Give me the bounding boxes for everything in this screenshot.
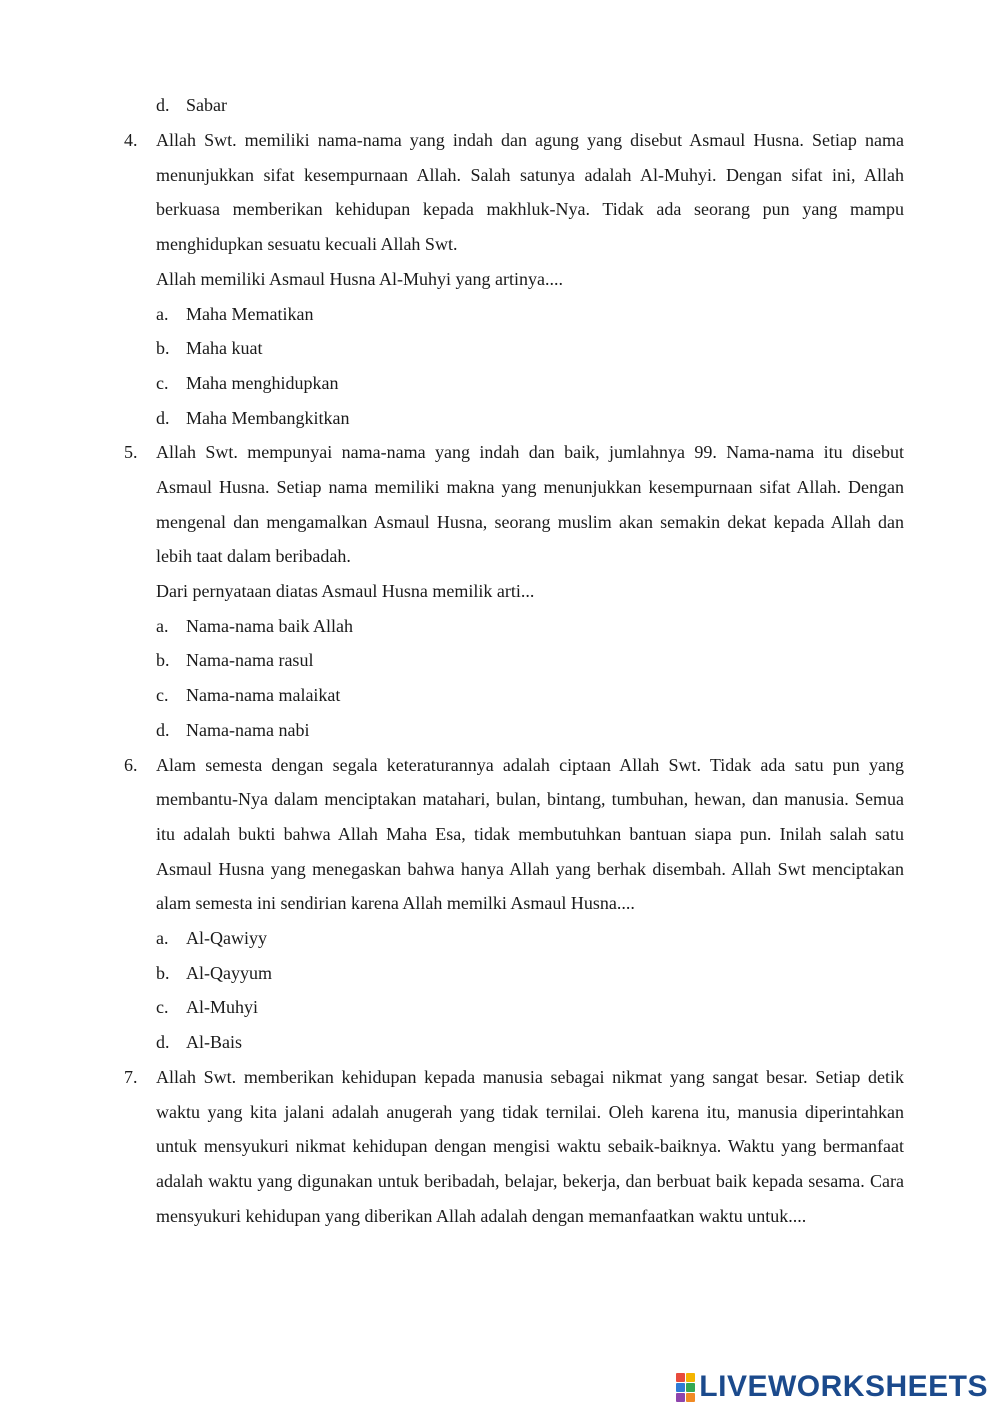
option-text: Al-Bais bbox=[186, 1032, 242, 1053]
worksheet-page bbox=[0, 88, 1000, 1233]
option-letter: c. bbox=[156, 685, 169, 706]
option-letter: a. bbox=[156, 928, 169, 949]
liveworksheets-logo-icon bbox=[676, 1373, 695, 1402]
option-letter: a. bbox=[156, 615, 169, 636]
option-text: Nama-nama rasul bbox=[186, 650, 314, 671]
option-text: Al-Muhyi bbox=[186, 997, 258, 1018]
answer-option[interactable] bbox=[0, 990, 1000, 1025]
answer-option[interactable] bbox=[0, 609, 1000, 644]
option-letter: d. bbox=[156, 719, 170, 740]
question-4 bbox=[0, 123, 1000, 435]
option-text: Maha menghidupkan bbox=[186, 372, 339, 393]
option-letter: c. bbox=[156, 997, 169, 1018]
liveworksheets-brand bbox=[676, 1370, 988, 1404]
option-text: Nama-nama nabi bbox=[186, 719, 310, 740]
option-letter: d. bbox=[156, 95, 170, 115]
question-prompt: Allah memiliki Asmaul Husna Al-Muhyi yang artinya.... bbox=[156, 268, 563, 289]
question-number: 6. bbox=[124, 754, 138, 775]
answer-option[interactable] bbox=[0, 678, 1000, 713]
option-letter: c. bbox=[156, 372, 169, 393]
question-number: 5. bbox=[124, 442, 138, 463]
question-7 bbox=[0, 1060, 1000, 1234]
option-text: Nama-nama malaikat bbox=[186, 685, 341, 706]
option-letter: a. bbox=[156, 303, 169, 324]
answer-option[interactable] bbox=[0, 401, 1000, 436]
question-5 bbox=[0, 435, 1000, 747]
answer-option[interactable] bbox=[0, 88, 1000, 123]
answer-option[interactable] bbox=[0, 643, 1000, 678]
option-text: Nama-nama baik Allah bbox=[186, 615, 353, 636]
option-text: Sabar bbox=[186, 95, 227, 115]
answer-option[interactable] bbox=[0, 921, 1000, 956]
option-letter: d. bbox=[156, 407, 170, 428]
option-letter: b. bbox=[156, 650, 170, 671]
option-letter: d. bbox=[156, 1032, 170, 1053]
answer-option[interactable] bbox=[0, 713, 1000, 748]
question-number: 4. bbox=[124, 130, 138, 150]
option-text: Maha Membangkitkan bbox=[186, 407, 350, 428]
answer-option[interactable] bbox=[0, 297, 1000, 332]
question-stem: Allah Swt. mempunyai nama-nama yang indah dan baik, jumlahnya 99. Nama-nama itu disebut Asmaul Husna. Setiap nama memiliki makna yang menunjukkan kesempurnaan sifat Allah. Dengan mengenal dan mengamalkan Asmaul Husna, seorang muslim akan semakin dekat kepada Allah dan lebih taat dalam beribadah. bbox=[156, 442, 904, 567]
question-number: 7. bbox=[124, 1066, 138, 1087]
question-6 bbox=[0, 748, 1000, 1060]
option-text: Al-Qawiyy bbox=[186, 928, 267, 949]
option-text: Maha kuat bbox=[186, 338, 263, 359]
answer-option[interactable] bbox=[0, 956, 1000, 991]
option-letter: b. bbox=[156, 338, 170, 359]
brand-wordmark: LIVEWORKSHEETS bbox=[699, 1370, 988, 1403]
option-letter: b. bbox=[156, 962, 170, 983]
question-stem: Allah Swt. memiliki nama-nama yang indah dan agung yang disebut Asmaul Husna. Setiap nama menunjukkan sifat kesempurnaan Allah. Salah satunya adalah Al-Muhyi. Dengan sifat ini, Allah berkuasa memberikan kehidupan kepada makhluk-Nya. Tidak ada seorang pun yang mampu menghidupkan sesuatu kecuali Allah Swt. bbox=[156, 130, 904, 255]
option-text: Al-Qayyum bbox=[186, 962, 272, 983]
option-text: Maha Mematikan bbox=[186, 303, 314, 324]
answer-option[interactable] bbox=[0, 331, 1000, 366]
question-prompt: Dari pernyataan diatas Asmaul Husna memilik arti... bbox=[156, 581, 535, 602]
answer-option[interactable] bbox=[0, 1025, 1000, 1060]
answer-option[interactable] bbox=[0, 366, 1000, 401]
question-stem: Allah Swt. memberikan kehidupan kepada manusia sebagai nikmat yang sangat besar. Setiap detik waktu yang kita jalani adalah anugerah yang tidak ternilai. Oleh karena itu, manusia diperintahkan untuk mensyukuri nikmat kehidupan dengan mengisi waktu sebaik-baiknya. Waktu yang bermanfaat adalah waktu yang digunakan untuk beribadah, belajar, bekerja, dan berbuat baik kepada sesama. Cara mensyukuri kehidupan yang diberikan Allah adalah dengan memanfaatkan waktu untuk.... bbox=[156, 1066, 904, 1226]
question-stem: Alam semesta dengan segala keteraturannya adalah ciptaan Allah Swt. Tidak ada satu pun yang membantu-Nya dalam menciptakan matahari, bulan, bintang, tumbuhan, hewan, dan manusia. Semua itu adalah bukti bahwa Allah Maha Esa, tidak membutuhkan bantuan siapa pun. Inilah salah satu Asmaul Husna yang menegaskan bahwa hanya Allah yang berhak disembah. Allah Swt menciptakan alam semesta ini sendirian karena Allah memilki Asmaul Husna.... bbox=[156, 754, 904, 914]
